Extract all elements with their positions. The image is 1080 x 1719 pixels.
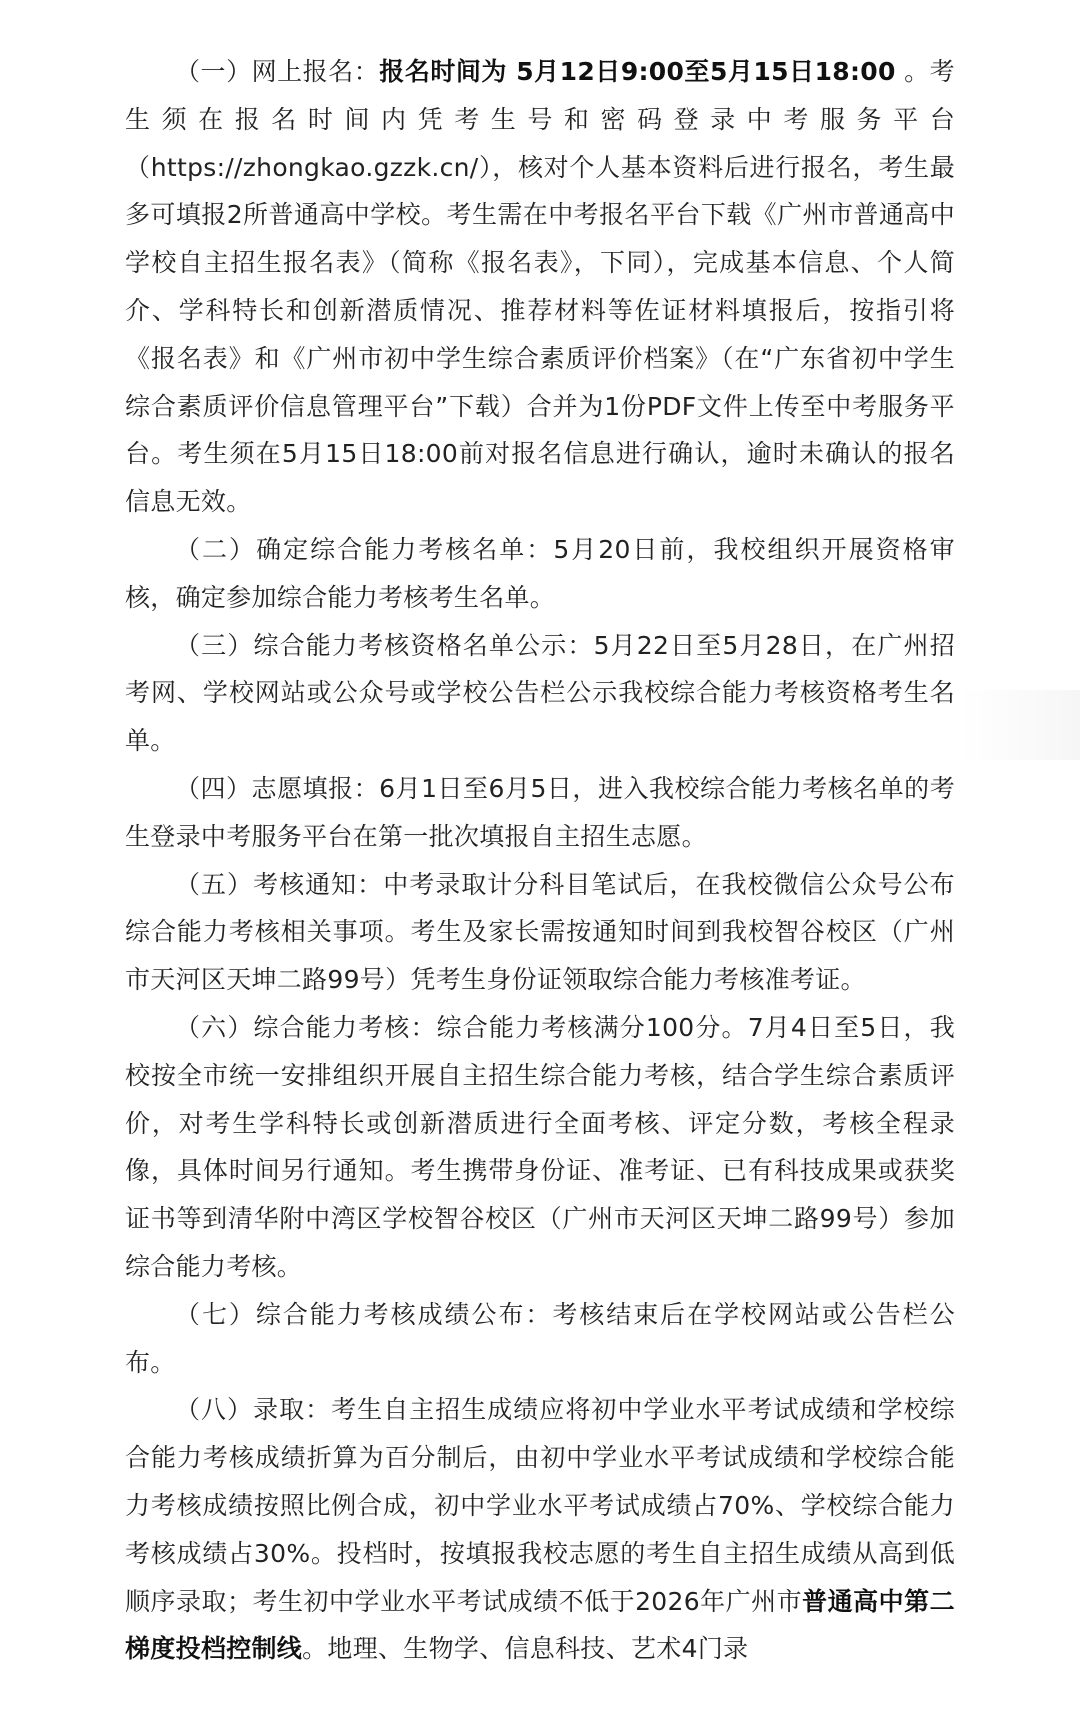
paragraph-score-release: （七）综合能力考核成绩公布：考核结束后在学校网站或公告栏公布。 bbox=[125, 1299, 955, 1377]
paragraph-text: 。考生须在报名时间内凭考生号和密码登录中考服务平台（https://zhongkao.gzzk.cn/），核对个人基本资料后进行报名，考生最多可填报2所普通高中学校。考生需在中考报名平台下载《广州市普通高中学校自主招生报名表》（简称《报名表》，下同），完成基本信息、个人简介、学科特长和创新潜质情况、推荐材料等佐证材料填报后，按指引将《报名表》和《广州市初中学生综合素质评价档案》（在“广东省初中学生综合素质评价信息管理平台”下载）合并为1份PDF文件上传至中考服务平台。考生须在5月15日18:00前对报名信息进行确认，逾时未确认的报名信息无效。 bbox=[125, 57, 955, 517]
paragraph-text: （八）录取：考生自主招生成绩应将初中学业水平考试成绩和学校综合能力考核成绩折算为百分制后，由初中学业水平考试成绩和学校综合能力考核成绩按照比例合成，初中学业水平考试成绩占70%、学校综合能力考核成绩占30%。投档时，按填报我校志愿的考生自主招生成绩从高到低顺序录取；考生初中学业水平考试成绩不低于2026年广州市 bbox=[125, 1395, 955, 1616]
page-edge-glare bbox=[960, 690, 1080, 760]
paragraph-online-registration bbox=[125, 48, 955, 526]
paragraph-lead: （一）网上报名： bbox=[175, 57, 380, 86]
registration-time-highlight: 报名时间为 5月12日9:00至5月15日18:00 bbox=[379, 57, 896, 86]
paragraph-exam-notice: （五）考核通知：中考录取计分科目笔试后，在我校微信公众号公布综合能力考核相关事项。考生及家长需按通知时间到我校智谷校区（广州市天河区天坤二路99号）凭考生身份证领取综合能力考核准考证。 bbox=[125, 869, 955, 995]
paragraph-ability-exam: （六）综合能力考核：综合能力考核满分100分。7月4日至5日，我校按全市统一安排组织开展自主招生综合能力考核，结合学生综合素质评价，对考生学科特长或创新潜质进行全面考核、评定分数，考核全程录像，具体时间另行通知。考生携带身份证、准考证、已有科技成果或获奖证书等到清华附中湾区学校智谷校区（广州市天河区天坤二路99号）参加综合能力考核。 bbox=[125, 1012, 955, 1281]
paragraph-application-filling: （四）志愿填报：6月1日至6月5日，进入我校综合能力考核名单的考生登录中考服务平台在第一批次填报自主招生志愿。 bbox=[125, 773, 955, 851]
document-body bbox=[125, 48, 955, 1673]
paragraph-review-list: （二）确定综合能力考核名单：5月20日前，我校组织开展资格审核，确定参加综合能力考核考生名单。 bbox=[125, 534, 955, 612]
paragraph-list-publicity: （三）综合能力考核资格名单公示：5月22日至5月28日，在广州招考网、学校网站或公众号或学校公告栏公示我校综合能力考核资格考生名单。 bbox=[125, 630, 955, 756]
control-line-highlight: 普通高中第二梯度投档控制线 bbox=[125, 1586, 955, 1664]
paragraph-admission bbox=[125, 1386, 955, 1673]
paragraph-text-tail: 。地理、生物学、信息科技、艺术4门录 bbox=[302, 1634, 749, 1664]
